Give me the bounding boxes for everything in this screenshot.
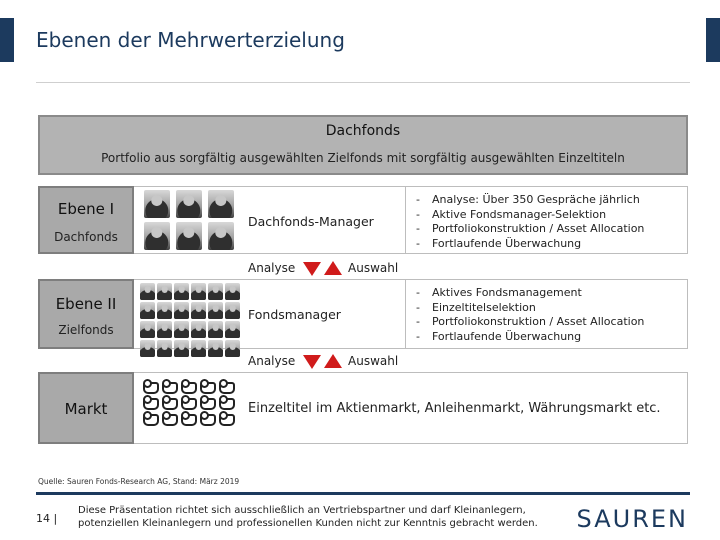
dachfonds-manager-photos bbox=[144, 190, 234, 250]
manager-portrait bbox=[208, 222, 234, 250]
markt-label: Markt bbox=[64, 400, 108, 418]
ebene1-role: Dachfonds-Manager bbox=[248, 214, 374, 229]
ebene2-sublabel: Zielfonds bbox=[58, 323, 114, 337]
fondsmanager-portrait bbox=[225, 340, 240, 357]
page-number: 14 | bbox=[36, 512, 58, 525]
disclaimer-text: Diese Präsentation richtet sich ausschließlich an Vertriebspartner und darf Kleinanlegern, potenziellen Kleinanlegern und professionellen Kunden nicht zur Kenntnis gebracht werden. bbox=[78, 505, 538, 529]
ebene2-bullet: - Fortlaufende Überwachung bbox=[416, 330, 644, 345]
sauren-logo: SAUREN bbox=[576, 505, 688, 533]
stock-certificate-icon bbox=[181, 414, 197, 426]
fondsmanager-portrait bbox=[140, 340, 155, 357]
ebene1-divider bbox=[405, 186, 406, 254]
fondsmanager-portrait bbox=[174, 321, 189, 338]
ebene2-bullet: - Aktives Fondsmanagement bbox=[416, 286, 644, 301]
fondsmanager-photos bbox=[140, 283, 240, 357]
ebene2-bullet: - Einzeltitelselektion bbox=[416, 301, 644, 316]
stock-certificate-icon bbox=[162, 382, 178, 394]
slide-title: Ebenen der Mehrwerterzielung bbox=[36, 28, 345, 52]
stock-certificate-icon bbox=[143, 382, 159, 394]
fondsmanager-portrait bbox=[174, 340, 189, 357]
dachfonds-box bbox=[38, 115, 688, 175]
manager-portrait bbox=[176, 222, 202, 250]
ebene1-bullet: - Portfoliokonstruktion / Asset Allocation bbox=[416, 222, 644, 237]
fondsmanager-portrait bbox=[225, 283, 240, 300]
ebene1-sublabel: Dachfonds bbox=[54, 230, 118, 244]
stock-certificate-icon bbox=[181, 398, 197, 410]
ebene1-bullet: - Aktive Fondsmanager-Selektion bbox=[416, 208, 644, 223]
footer-divider bbox=[36, 492, 690, 495]
markt-label-box bbox=[38, 372, 134, 444]
stock-certificate-icon bbox=[219, 398, 235, 410]
arrow-up-icon bbox=[324, 354, 342, 368]
ebene2-label-box bbox=[38, 279, 134, 349]
stock-certificate-icon bbox=[143, 414, 159, 426]
fondsmanager-portrait bbox=[208, 283, 223, 300]
ebene1-bullets bbox=[416, 193, 644, 251]
ebene1-label: Ebene I bbox=[57, 200, 115, 218]
stock-certificate-icon bbox=[162, 414, 178, 426]
stock-certificate-icon bbox=[143, 398, 159, 410]
fondsmanager-portrait bbox=[208, 340, 223, 357]
title-accent-bar-right bbox=[706, 18, 720, 62]
stock-certificate-icon bbox=[219, 382, 235, 394]
fondsmanager-portrait bbox=[191, 321, 206, 338]
ebene1-bullet: - Analyse: Über 350 Gespräche jährlich bbox=[416, 193, 644, 208]
dachfonds-title: Dachfonds bbox=[325, 123, 401, 139]
stock-certificate-icon bbox=[200, 398, 216, 410]
fondsmanager-portrait bbox=[157, 302, 172, 319]
source-note: Quelle: Sauren Fonds-Research AG, Stand: März 2019 bbox=[38, 477, 240, 486]
fondsmanager-portrait bbox=[140, 321, 155, 338]
fondsmanager-portrait bbox=[191, 283, 206, 300]
manager-portrait bbox=[176, 190, 202, 218]
fondsmanager-portrait bbox=[225, 321, 240, 338]
flow1-analyse: Analyse bbox=[248, 261, 296, 275]
fondsmanager-portrait bbox=[225, 302, 240, 319]
stock-certificate-icon bbox=[200, 382, 216, 394]
title-divider bbox=[36, 82, 690, 83]
ebene2-label: Ebene II bbox=[55, 295, 117, 313]
flow2-auswahl: Auswahl bbox=[348, 354, 399, 368]
stock-certificate-icons bbox=[143, 382, 235, 426]
fondsmanager-portrait bbox=[208, 302, 223, 319]
manager-portrait bbox=[144, 190, 170, 218]
fondsmanager-portrait bbox=[174, 302, 189, 319]
arrow-down-icon bbox=[303, 355, 321, 369]
fondsmanager-portrait bbox=[191, 340, 206, 357]
stock-certificate-icon bbox=[162, 398, 178, 410]
arrow-down-icon bbox=[303, 262, 321, 276]
fondsmanager-portrait bbox=[174, 283, 189, 300]
fondsmanager-portrait bbox=[208, 321, 223, 338]
title-accent-bar-left bbox=[0, 18, 14, 62]
fondsmanager-portrait bbox=[157, 321, 172, 338]
fondsmanager-portrait bbox=[140, 302, 155, 319]
flow2-analyse: Analyse bbox=[248, 354, 296, 368]
fondsmanager-portrait bbox=[157, 340, 172, 357]
dachfonds-subtitle: Portfolio aus sorgfältig ausgewählten Zielfonds mit sorgfältig ausgewählten Einzeltiteln bbox=[101, 151, 625, 165]
markt-text: Einzeltitel im Aktienmarkt, Anleihenmarkt, Währungsmarkt etc. bbox=[248, 401, 661, 416]
manager-portrait bbox=[208, 190, 234, 218]
flow1-auswahl: Auswahl bbox=[348, 261, 399, 275]
stock-certificate-icon bbox=[200, 414, 216, 426]
fondsmanager-portrait bbox=[157, 283, 172, 300]
stock-certificate-icon bbox=[219, 414, 235, 426]
ebene2-role: Fondsmanager bbox=[248, 307, 341, 322]
ebene1-label-box bbox=[38, 186, 134, 254]
fondsmanager-portrait bbox=[140, 283, 155, 300]
ebene1-bullet: - Fortlaufende Überwachung bbox=[416, 237, 644, 252]
manager-portrait bbox=[144, 222, 170, 250]
stock-certificate-icon bbox=[181, 382, 197, 394]
ebene2-bullets bbox=[416, 286, 644, 344]
fondsmanager-portrait bbox=[191, 302, 206, 319]
arrow-up-icon bbox=[324, 261, 342, 275]
ebene2-divider bbox=[405, 279, 406, 349]
ebene2-bullet: - Portfoliokonstruktion / Asset Allocation bbox=[416, 315, 644, 330]
